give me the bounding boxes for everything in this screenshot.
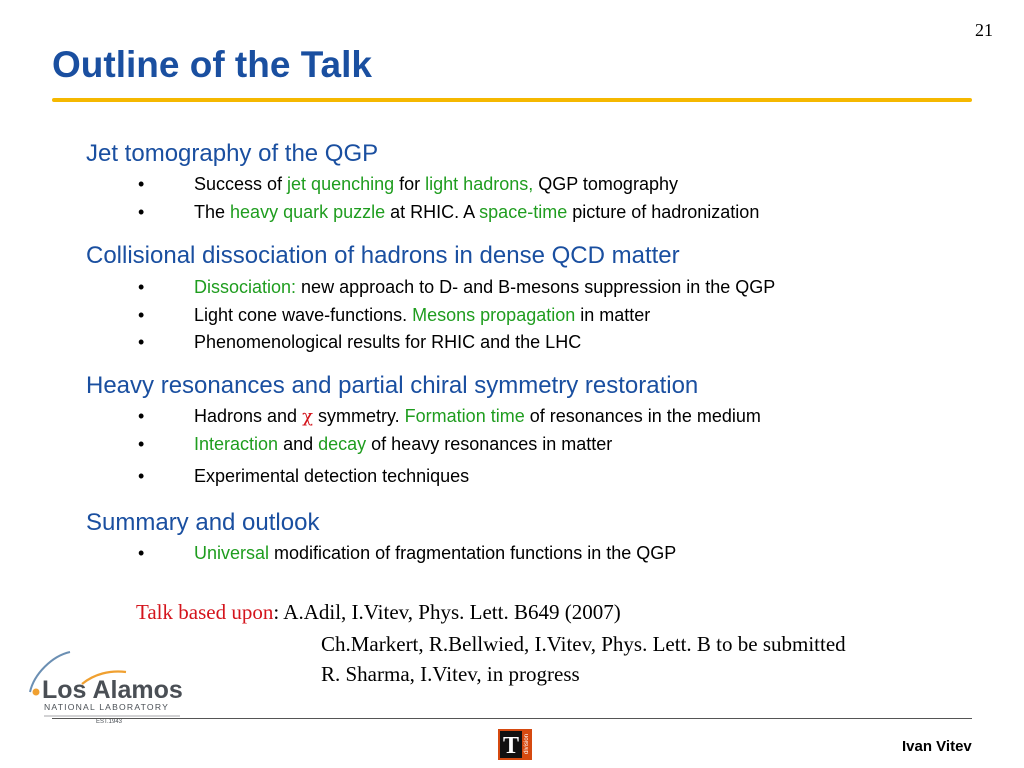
- bullet-text: [194, 277, 775, 298]
- section-heading: Collisional dissociation of hadrons in dense QCD matter: [86, 242, 680, 269]
- highlighted-term: space-time: [479, 202, 568, 222]
- section-heading: Jet tomography of the QGP: [86, 140, 379, 167]
- bullet-text-segment: and: [278, 434, 319, 454]
- logo-subtitle: NATIONAL LABORATORY: [44, 702, 169, 712]
- logo-est: EST.1943: [96, 719, 123, 725]
- bullet-text: [194, 174, 678, 195]
- bullet-text: [194, 202, 759, 223]
- bullet-text-segment: at RHIC. A: [385, 202, 480, 222]
- los-alamos-logo: [22, 646, 192, 726]
- bullet-text-segment: modification of fragmentation functions in the QGP: [269, 543, 677, 563]
- reference-3: R. Sharma, I.Vitev, in progress: [321, 662, 580, 686]
- bullet-text-segment: in matter: [575, 305, 651, 325]
- bullet-marker: •: [138, 305, 145, 325]
- bullet-text: [194, 332, 581, 353]
- highlighted-term: light hadrons,: [425, 174, 534, 194]
- highlighted-term: Formation time: [404, 406, 525, 426]
- t-logo-side-text: division: [524, 733, 530, 755]
- author-name: Ivan Vitev: [902, 738, 972, 755]
- highlighted-term: Universal: [194, 543, 270, 563]
- bullet-text-segment: Success of: [194, 174, 288, 194]
- reference-line-1: [136, 600, 621, 625]
- t-division-logo: [498, 729, 532, 760]
- reference-2: Ch.Markert, R.Bellwied, I.Vitev, Phys. Lett. B to be submitted: [321, 632, 846, 656]
- bullet-text-segment: Phenomenological results for RHIC and the LHC: [194, 332, 582, 352]
- highlighted-term: jet quenching: [287, 174, 395, 194]
- bullet-text-segment: symmetry.: [313, 406, 405, 426]
- bullet-text: [194, 406, 761, 427]
- bullet-marker: •: [138, 174, 145, 194]
- references-separator: :: [273, 600, 284, 624]
- highlighted-term: decay: [318, 434, 367, 454]
- bullet-text-segment: Hadrons and: [194, 406, 303, 426]
- highlighted-term: Dissociation:: [194, 277, 297, 297]
- section-heading: Summary and outlook: [86, 509, 320, 536]
- bullet-text-segment: of heavy resonances in matter: [366, 434, 613, 454]
- section-heading: Heavy resonances and partial chiral symmetry restoration: [86, 372, 699, 399]
- bullet-text: [194, 543, 676, 564]
- bullet-text-segment: picture of hadronization: [567, 202, 760, 222]
- bullet-marker: •: [138, 202, 145, 222]
- bullet-marker: •: [138, 543, 145, 563]
- bullet-marker: •: [138, 434, 145, 454]
- bullet-marker: •: [138, 277, 145, 297]
- logo-dot: [33, 689, 40, 696]
- logo-name: Los Alamos: [42, 676, 183, 704]
- bullet-text-segment: Light cone wave-functions.: [194, 305, 413, 325]
- highlighted-term: heavy quark puzzle: [230, 202, 386, 222]
- highlighted-term: Mesons propagation: [412, 305, 576, 325]
- footer-rule: [52, 718, 972, 719]
- bullet-text-segment: QGP tomography: [533, 174, 678, 194]
- bullet-marker: •: [138, 406, 145, 426]
- bullet-text-segment: new approach to D- and B-mesons suppression in the QGP: [296, 277, 776, 297]
- bullet-text: [194, 466, 469, 487]
- references-label: Talk based upon: [136, 600, 274, 624]
- bullet-marker: •: [138, 332, 145, 352]
- bullet-text-segment: Experimental detection techniques: [194, 466, 470, 486]
- reference-1: A.Adil, I.Vitev, Phys. Lett. B649 (2007): [283, 600, 621, 624]
- slide-number: 21: [975, 20, 993, 40]
- t-logo-letter: T: [502, 733, 520, 759]
- highlighted-term: χ: [302, 406, 313, 427]
- bullet-text-segment: The: [194, 202, 231, 222]
- highlighted-term: Interaction: [194, 434, 279, 454]
- bullet-marker: •: [138, 466, 145, 486]
- slide-title: Outline of the Talk: [52, 44, 372, 85]
- bullet-text-segment: for: [394, 174, 426, 194]
- title-underline: [52, 98, 972, 102]
- bullet-text-segment: of resonances in the medium: [524, 406, 761, 426]
- bullet-text: [194, 305, 650, 326]
- bullet-text: [194, 434, 612, 455]
